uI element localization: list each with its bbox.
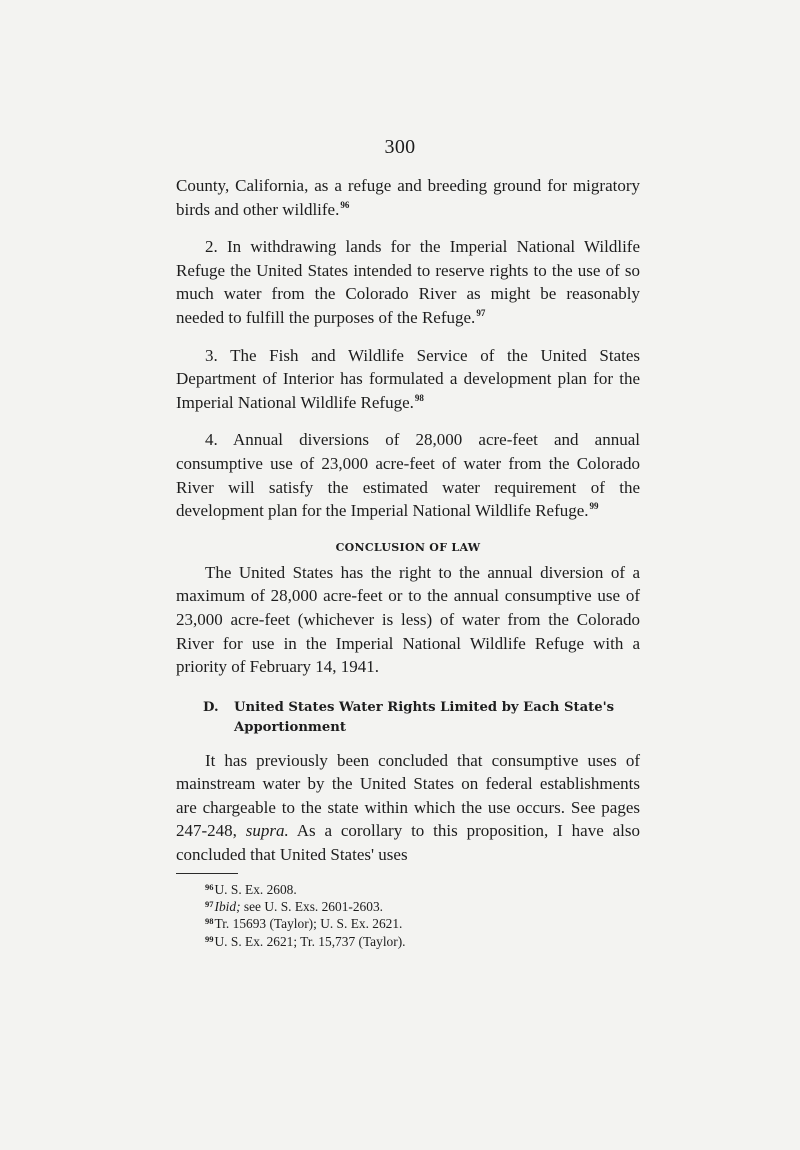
footnote-97: $^{97}$Ibid; see U. S. Exs. 2601-2603. [205,899,383,915]
section-d-paragraph: It has previously been concluded that consumptive uses of mainstream water by the United States on federal establishments are chargeable to the state within which the use occurs. See pages 247-248, supra. As a corollary to this proposition, I have also concluded that United States' uses [176,750,640,865]
footnote-divider [176,873,238,874]
paragraph-county: County, California, as a refuge and breeding ground for migratory birds and other wildlife.$^{96}$ [176,176,640,219]
finding-3: 3. The Fish and Wildlife Service of the United States Department of Interior has formulated a development plan for the Imperial National Wildlife Refuge.$^{98}$ [176,345,640,412]
section-d-heading [203,698,640,738]
footnote-98: $^{98}$Tr. 15693 (Taylor); U. S. Ex. 2621. [205,916,403,932]
section-title: United States Water Rights Limited by Each State's Apportionment [234,699,615,735]
section-letter: D. [203,699,219,715]
footnotes [176,882,640,952]
page-number: 300 [384,136,416,158]
page-body [176,174,640,951]
footnote-ref-98: 98 [414,392,424,403]
conclusion-heading: CONCLUSION OF LAW [335,540,481,554]
footnote-96: $^{96}$U. S. Ex. 2608. [205,881,297,897]
finding-2: 2. In withdrawing lands for the Imperial National Wildlife Refuge the United States intended to reserve rights to the use of so much water from the Colorado River as might be reasonably needed to fulfill the purposes of the Refuge.$^{97}$ [176,237,640,327]
footnote-ref-96: 96 [340,199,350,210]
supra-italic: supra. [245,821,289,841]
conclusion-paragraph: The United States has the right to the annual diversion of a maximum of 28,000 acre-feet or to the annual consumptive use of 23,000 acre-feet (whichever is less) of water from the Colorado River for use in the Imperial National Wildlife Refuge with a priority of February 14, 1941. [176,562,640,677]
footnote-ref-99: 99 [589,501,599,512]
footnote-ref-97: 97 [476,307,486,318]
finding-4: 4. Annual diversions of 28,000 acre-feet and annual consumptive use of 23,000 acre-feet of water from the Colorado River will satisfy the estimated water requirement of the development plan for the Imperial National Wildlife Refuge.$^{99}$ [176,430,640,521]
footnote-99: $^{99}$U. S. Ex. 2621; Tr. 15,737 (Taylor). [205,933,406,949]
